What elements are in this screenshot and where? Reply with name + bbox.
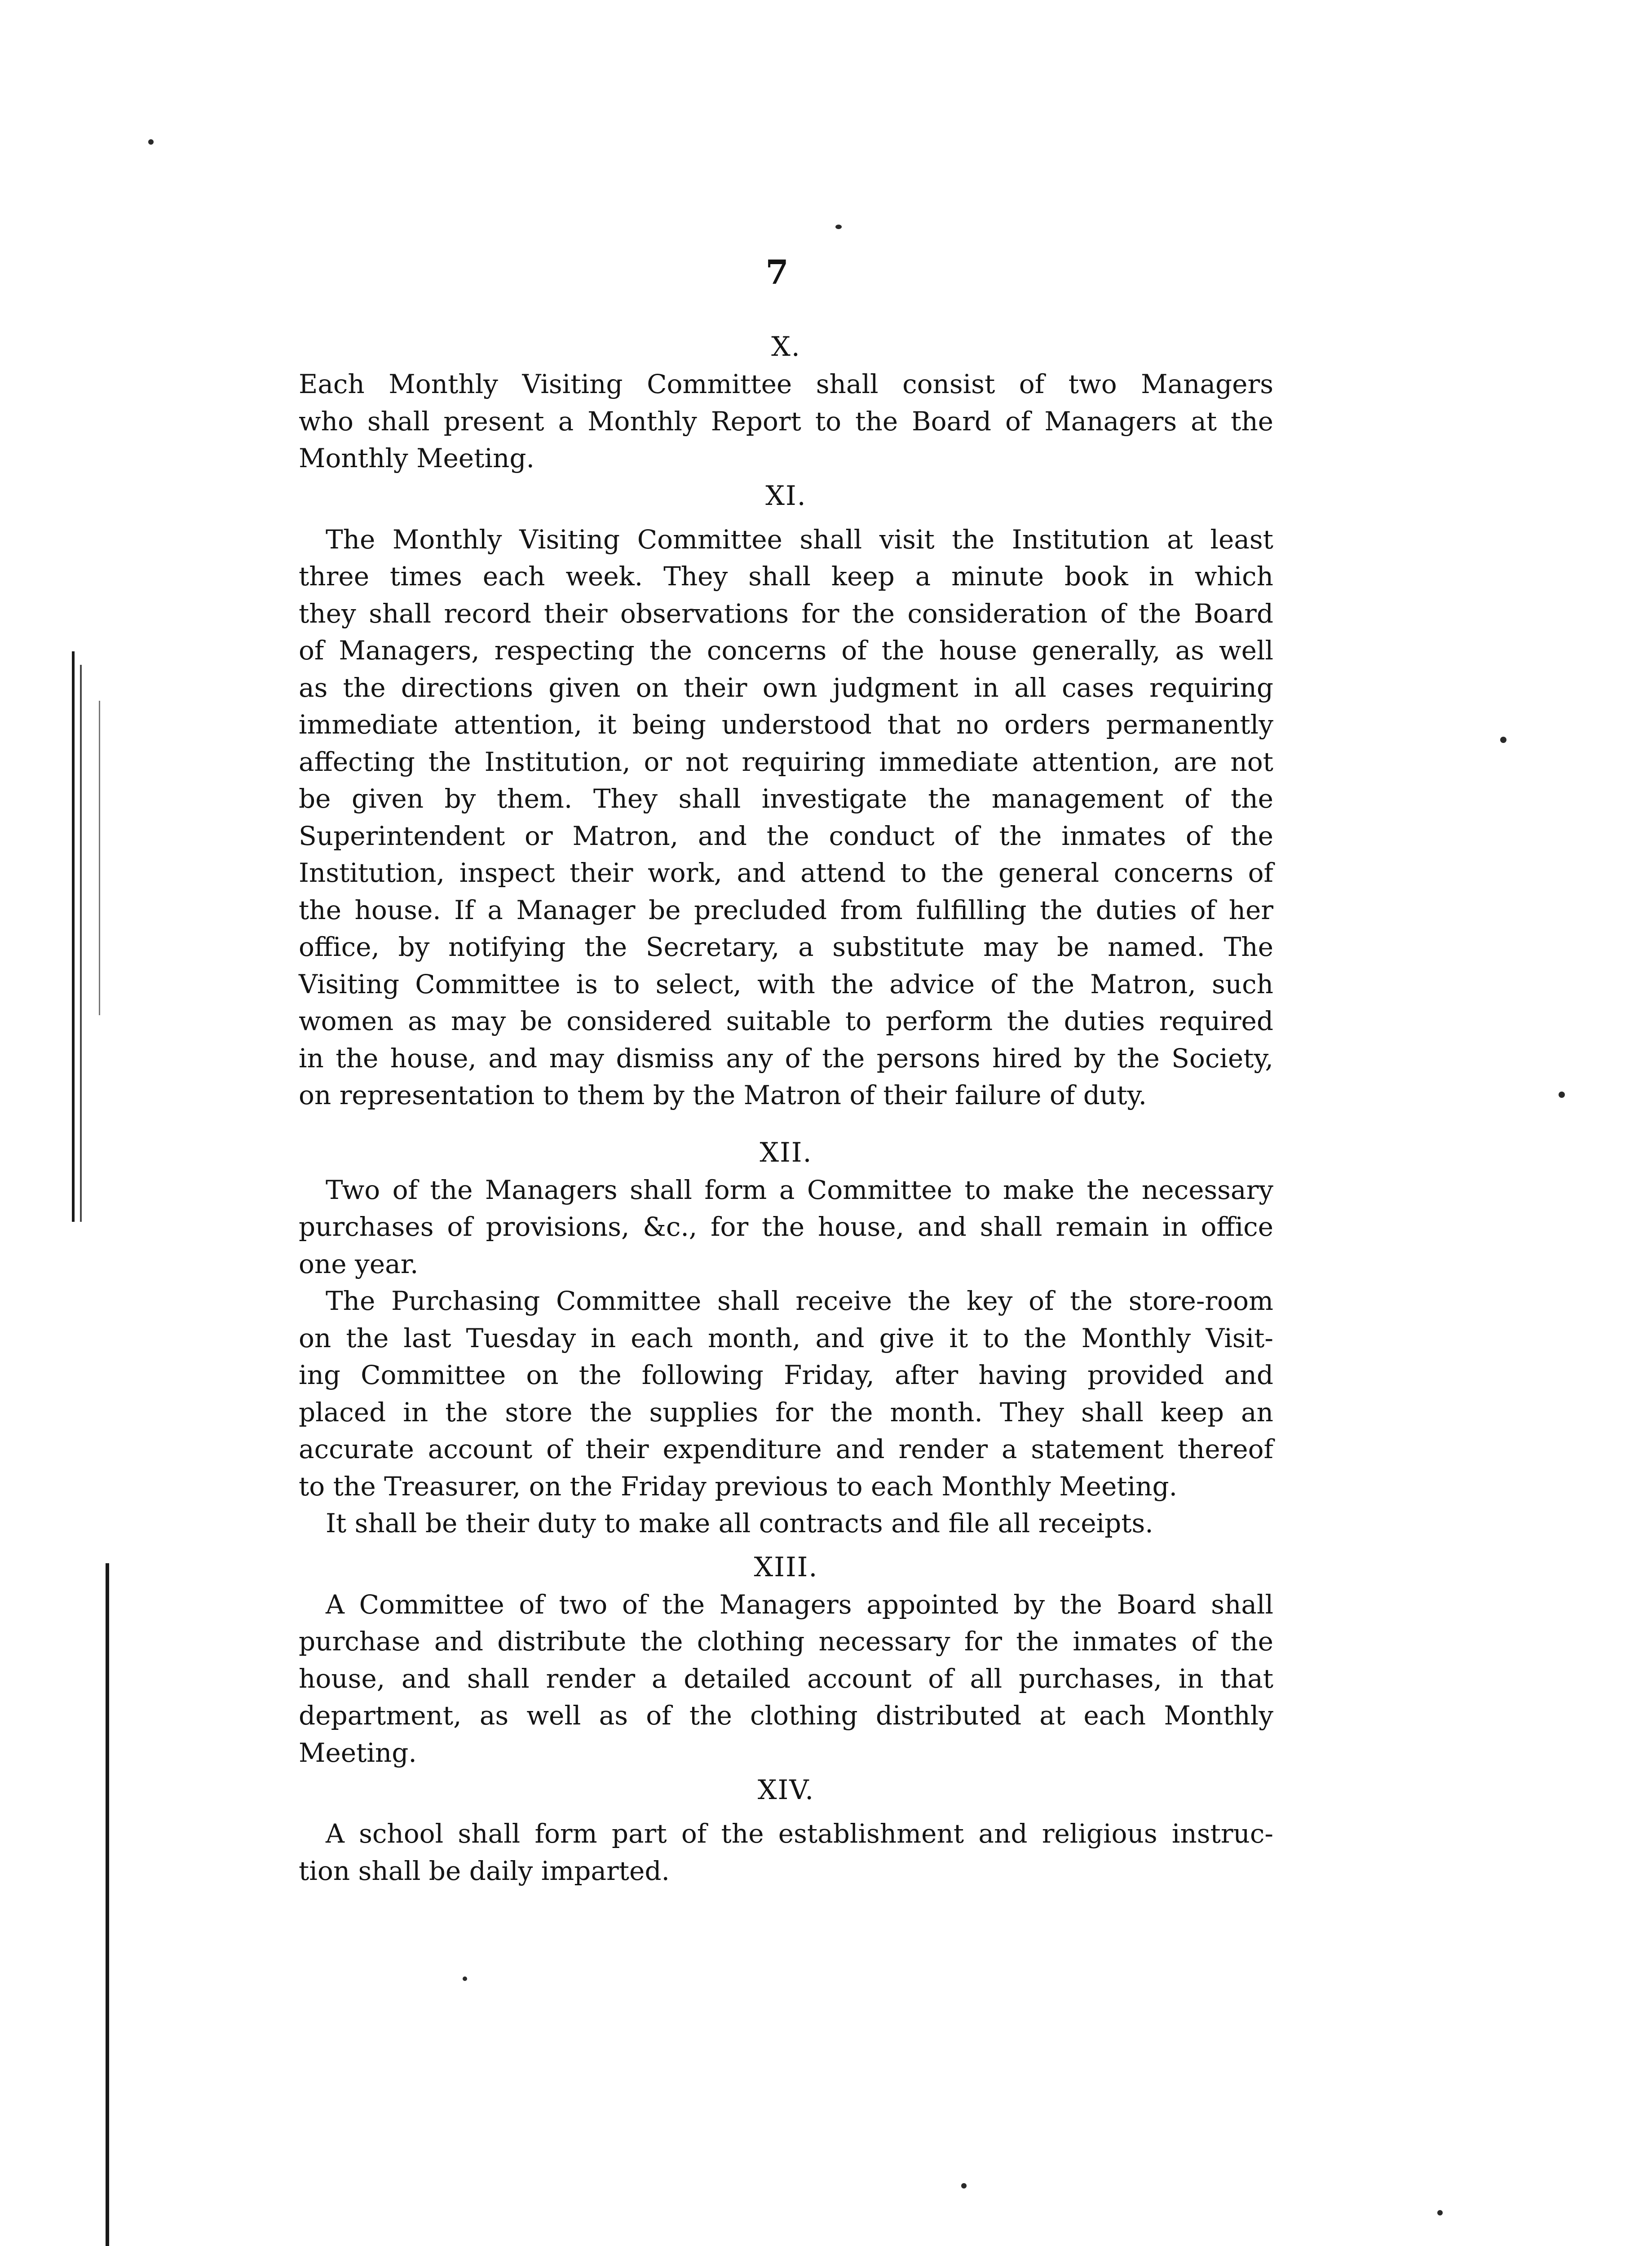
- scan-margin-line: [106, 1563, 109, 2246]
- text-line: who shall present a Monthly Report to the Board of Managers at the: [299, 406, 1273, 437]
- paragraph: [299, 1815, 1273, 1889]
- paragraph: [299, 366, 1273, 477]
- paragraph: [299, 1505, 1273, 1542]
- text-line: A Committee of two of the Managers appointed by the Board shall: [326, 1589, 1273, 1620]
- text-line: It shall be their duty to make all contracts and file all receipts.: [326, 1508, 1153, 1539]
- text-line: Visiting Committee is to select, with the advice of the Matron, such: [299, 968, 1273, 999]
- text-line: immediate attention, it being understood that no orders permanently: [299, 709, 1273, 740]
- document-body: [299, 328, 1273, 1889]
- scan-speck: [835, 225, 842, 229]
- paragraph: [299, 1172, 1273, 1283]
- paragraph: [299, 521, 1273, 1114]
- section-xiv: [299, 1771, 1273, 1889]
- text-line: of Managers, respecting the concerns of the house generally, as well: [299, 635, 1273, 666]
- text-line: as the directions given on their own judgment in all cases requiring: [299, 672, 1273, 703]
- section-heading: XII.: [760, 1136, 813, 1168]
- text-line: purchases of provisions, &c., for the house, and shall remain in office: [299, 1211, 1273, 1242]
- text-line: ing Committee on the following Friday, after having provided and: [299, 1360, 1273, 1390]
- text-line: in the house, and may dismiss any of the persons hired by the Society,: [299, 1043, 1273, 1074]
- scan-margin-line: [99, 701, 100, 1015]
- text-line: purchase and distribute the clothing necessary for the inmates of the: [299, 1626, 1273, 1657]
- text-line: Two of the Managers shall form a Committee to make the necessary: [326, 1174, 1273, 1205]
- section-xiii: [299, 1548, 1273, 1772]
- text-line: Meeting.: [299, 1737, 417, 1768]
- section-heading: X.: [771, 331, 801, 363]
- text-line: Each Monthly Visiting Committee shall consist of two Managers: [299, 369, 1273, 399]
- paragraph: [299, 1586, 1273, 1772]
- section-heading: XI.: [765, 480, 807, 512]
- scan-speck: [1437, 2210, 1443, 2215]
- scan-speck: [148, 139, 154, 145]
- scan-speck: [463, 1976, 467, 1981]
- text-line: The Monthly Visiting Committee shall visit the Institution at least: [326, 524, 1273, 555]
- scan-margin-line: [80, 665, 82, 1222]
- text-line: tion shall be daily imparted.: [299, 1855, 670, 1886]
- text-line: A school shall form part of the establishment and religious instruc-: [326, 1818, 1273, 1849]
- text-line: on the last Tuesday in each month, and give it to the Monthly Visit-: [299, 1322, 1273, 1353]
- text-line: house, and shall render a detailed account of all purchases, in that: [299, 1663, 1273, 1694]
- section-heading: XIV.: [757, 1774, 815, 1806]
- text-line: The Purchasing Committee shall receive the key of the store-room: [326, 1286, 1273, 1316]
- scan-margin-line: [72, 651, 75, 1222]
- section-xi: [299, 477, 1273, 1114]
- section-x: [299, 328, 1273, 477]
- text-line: Institution, inspect their work, and attend to the general concerns of: [299, 858, 1273, 888]
- text-line: department, as well as of the clothing distributed at each Monthly: [299, 1700, 1273, 1731]
- text-line: be given by them. They shall investigate the management of the: [299, 783, 1273, 814]
- text-line: women as may be considered suitable to perform the duties required: [299, 1006, 1273, 1036]
- text-line: three times each week. They shall keep a minute book in which: [299, 561, 1273, 592]
- page-number: 7: [765, 253, 789, 292]
- text-line: affecting the Institution, or not requiring immediate attention, are not: [299, 746, 1273, 777]
- text-line: to the Treasurer, on the Friday previous to each Monthly Meeting.: [299, 1471, 1178, 1502]
- text-line: one year.: [299, 1248, 419, 1279]
- text-line: Superintendent or Matron, and the conduct of the inmates of the: [299, 820, 1273, 851]
- scan-speck: [961, 2183, 967, 2189]
- text-line: office, by notifying the Secretary, a substitute may be named. The: [299, 932, 1273, 962]
- text-line: placed in the store the supplies for the month. They shall keep an: [299, 1397, 1273, 1428]
- text-line: Monthly Meeting.: [299, 443, 534, 473]
- section-heading: XIII.: [754, 1551, 818, 1583]
- text-line: the house. If a Manager be precluded from fulfilling the duties of her: [299, 894, 1273, 925]
- text-line: on representation to them by the Matron of their failure of duty.: [299, 1080, 1147, 1110]
- scan-speck: [1500, 737, 1506, 743]
- text-line: they shall record their observations for the consideration of the Board: [299, 598, 1273, 629]
- section-xii: [299, 1134, 1273, 1542]
- scan-speck: [1559, 1092, 1565, 1098]
- text-line: accurate account of their expenditure and render a statement thereof: [299, 1434, 1273, 1464]
- paragraph: [299, 1282, 1273, 1505]
